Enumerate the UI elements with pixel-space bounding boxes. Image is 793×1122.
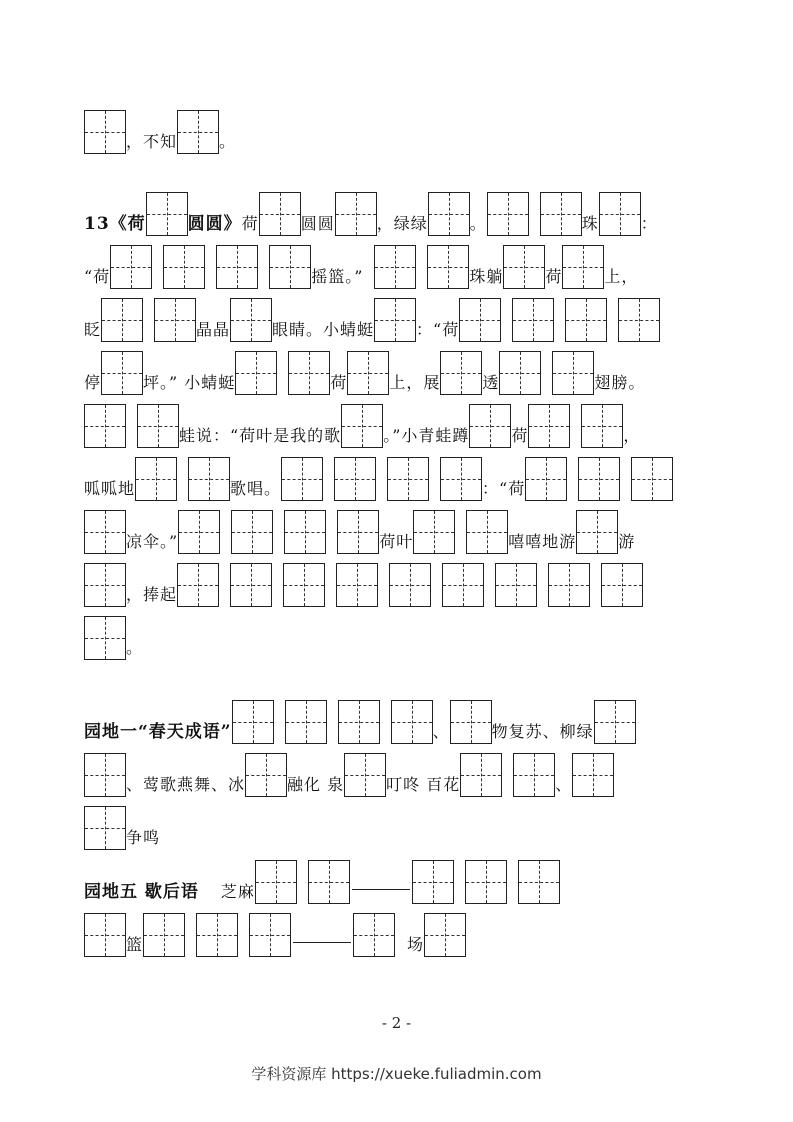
lesson13-row-1 — [84, 190, 658, 236]
writing-box[interactable] — [466, 510, 508, 554]
writing-box[interactable] — [389, 563, 431, 607]
writing-box[interactable] — [281, 457, 323, 501]
writing-box[interactable] — [469, 404, 511, 448]
writing-box[interactable] — [259, 192, 301, 236]
text: ，绿绿 — [376, 214, 428, 233]
garden1-row-1 — [84, 698, 636, 744]
writing-box[interactable] — [84, 806, 126, 850]
writing-box[interactable] — [337, 510, 379, 554]
writing-box[interactable] — [84, 913, 126, 957]
writing-box[interactable] — [146, 192, 188, 236]
text: 摇篮。” — [311, 267, 364, 286]
writing-box[interactable] — [308, 860, 350, 904]
garden5-row-2 — [84, 911, 466, 957]
text: 珠 — [581, 214, 599, 233]
text: 、 — [555, 775, 573, 794]
text: 珠躺 — [469, 267, 504, 286]
text: “荷 — [84, 267, 111, 286]
writing-box[interactable] — [374, 245, 416, 289]
lesson13-title: 13《荷 — [84, 214, 146, 234]
text: 嘻嘻地游 — [508, 532, 577, 551]
writing-box[interactable] — [618, 298, 660, 342]
writing-box[interactable] — [137, 404, 179, 448]
writing-box[interactable] — [338, 700, 380, 744]
writing-box[interactable] — [283, 563, 325, 607]
text: 荷 — [330, 373, 348, 392]
writing-box[interactable] — [154, 298, 196, 342]
writing-box[interactable] — [576, 510, 618, 554]
text: 融化 泉 — [287, 775, 345, 794]
text: ，不知 — [126, 132, 178, 151]
writing-box[interactable] — [232, 700, 274, 744]
writing-box[interactable] — [528, 404, 570, 448]
writing-box[interactable] — [288, 351, 330, 395]
garden1-row-3 — [84, 804, 160, 850]
lesson13-row-5 — [84, 402, 640, 448]
lesson13-row-9 — [84, 614, 143, 660]
text: 呱呱地 — [84, 479, 136, 498]
writing-box[interactable] — [374, 298, 416, 342]
line-1 — [84, 108, 236, 154]
writing-box[interactable] — [450, 700, 492, 744]
writing-box[interactable] — [84, 753, 126, 797]
text: 荷 — [545, 267, 563, 286]
writing-box[interactable] — [552, 351, 594, 395]
writing-box[interactable] — [177, 563, 219, 607]
writing-box[interactable] — [424, 913, 466, 957]
writing-box[interactable] — [284, 510, 326, 554]
writing-box[interactable] — [391, 700, 433, 744]
writing-box[interactable] — [459, 298, 501, 342]
text: 荷 — [511, 426, 529, 445]
writing-box[interactable] — [230, 563, 272, 607]
writing-box[interactable] — [188, 457, 230, 501]
writing-box[interactable] — [101, 351, 143, 395]
writing-box[interactable] — [231, 510, 273, 554]
lesson13-row-7 — [84, 508, 635, 554]
text: ：“荷 — [416, 320, 460, 339]
writing-box[interactable] — [177, 110, 219, 154]
text: ，捧起 — [126, 585, 178, 604]
lesson13-row-2 — [84, 243, 638, 289]
writing-box[interactable] — [499, 351, 541, 395]
writing-box[interactable] — [143, 913, 185, 957]
footer-watermark: 学科资源库 https://xueke.fuliadmin.com — [251, 1065, 542, 1083]
text: 翅膀。 — [594, 373, 646, 392]
writing-box[interactable] — [84, 510, 126, 554]
garden5-title: 园地五 歇后语 — [84, 882, 199, 902]
writing-box[interactable] — [460, 753, 502, 797]
writing-box[interactable] — [428, 192, 470, 236]
text: 晶晶 — [196, 320, 231, 339]
text: 游 — [618, 532, 636, 551]
writing-box[interactable] — [196, 913, 238, 957]
writing-box[interactable] — [487, 192, 529, 236]
writing-box[interactable] — [601, 563, 643, 607]
text: 凉伞。” — [126, 532, 179, 551]
dash-connector — [293, 942, 351, 943]
writing-box[interactable] — [230, 298, 272, 342]
text: 坪。” 小蜻蜓 — [143, 373, 236, 392]
writing-box[interactable] — [440, 351, 482, 395]
text: 眼睛。小蜻蜓 — [272, 320, 375, 339]
text: 透 — [482, 373, 500, 392]
text: 。 — [469, 214, 487, 233]
writing-box[interactable] — [101, 298, 143, 342]
writing-box[interactable] — [387, 457, 429, 501]
text: 篮 — [126, 935, 144, 954]
text: 、莺歌燕舞、冰 — [126, 775, 246, 794]
text: 上，展 — [389, 373, 441, 392]
writing-box[interactable] — [84, 110, 126, 154]
text: 蛙说：“荷叶是我的歌 — [179, 426, 342, 445]
writing-box[interactable] — [572, 753, 614, 797]
lesson13-row-6 — [84, 455, 673, 501]
writing-box[interactable] — [440, 457, 482, 501]
writing-box[interactable] — [578, 457, 620, 501]
text: ： — [640, 214, 658, 233]
text: 。 — [126, 638, 144, 657]
text: 荷 — [241, 214, 259, 233]
writing-box[interactable] — [249, 913, 291, 957]
writing-box[interactable] — [427, 245, 469, 289]
writing-box[interactable] — [344, 753, 386, 797]
writing-box[interactable] — [255, 860, 297, 904]
writing-box[interactable] — [245, 753, 287, 797]
writing-box[interactable] — [269, 245, 311, 289]
writing-box[interactable] — [631, 457, 673, 501]
writing-box[interactable] — [341, 404, 383, 448]
text: 荷叶 — [379, 532, 414, 551]
writing-box[interactable] — [285, 700, 327, 744]
writing-box[interactable] — [594, 700, 636, 744]
text: 芝麻 — [220, 882, 255, 901]
text: 上， — [604, 267, 639, 286]
writing-box[interactable] — [163, 245, 205, 289]
writing-box[interactable] — [562, 245, 604, 289]
writing-box[interactable] — [548, 563, 590, 607]
writing-box[interactable] — [347, 351, 389, 395]
text: 圆圆 — [300, 214, 335, 233]
writing-box[interactable] — [503, 245, 545, 289]
text: 争鸣 — [126, 828, 161, 847]
writing-box[interactable] — [412, 860, 454, 904]
writing-box[interactable] — [216, 245, 258, 289]
garden1-row-2 — [84, 751, 614, 797]
writing-box[interactable] — [442, 563, 484, 607]
writing-box[interactable] — [84, 404, 126, 448]
text: ， — [623, 426, 641, 445]
lesson13-row-4 — [84, 349, 645, 395]
text: 。”小青蛙蹲 — [383, 426, 470, 445]
writing-box[interactable] — [334, 457, 376, 501]
writing-box[interactable] — [518, 860, 560, 904]
text: 眨 — [84, 320, 102, 339]
text: 。 — [219, 132, 237, 151]
garden1-title: 园地一“春天成语” — [84, 722, 232, 742]
text: 、 — [432, 722, 450, 741]
text: 场 — [407, 935, 425, 954]
page-number: - 2 - — [381, 1014, 412, 1032]
text: ：“荷 — [482, 479, 526, 498]
writing-box[interactable] — [540, 192, 582, 236]
writing-box[interactable] — [135, 457, 177, 501]
writing-box[interactable] — [565, 298, 607, 342]
writing-box[interactable] — [599, 192, 641, 236]
writing-box[interactable] — [525, 457, 567, 501]
lesson13-row-8 — [84, 561, 643, 607]
writing-box[interactable] — [353, 913, 395, 957]
lesson13-row-3 — [84, 296, 660, 342]
writing-box[interactable] — [84, 563, 126, 607]
writing-box[interactable] — [335, 192, 377, 236]
writing-box[interactable] — [513, 753, 555, 797]
writing-box[interactable] — [336, 563, 378, 607]
text: 歌唱。 — [230, 479, 282, 498]
writing-box[interactable] — [235, 351, 277, 395]
writing-box[interactable] — [84, 616, 126, 660]
text: 叮咚 百花 — [386, 775, 461, 794]
writing-box[interactable] — [495, 563, 537, 607]
writing-box[interactable] — [465, 860, 507, 904]
lesson13-title-end: 圆圆》 — [187, 214, 242, 234]
text: 停 — [84, 373, 102, 392]
writing-box[interactable] — [413, 510, 455, 554]
writing-box[interactable] — [512, 298, 554, 342]
writing-box[interactable] — [178, 510, 220, 554]
garden5-row-1 — [84, 858, 560, 904]
dash-connector — [352, 889, 410, 890]
writing-box[interactable] — [110, 245, 152, 289]
writing-box[interactable] — [581, 404, 623, 448]
text: 物复苏、柳绿 — [491, 722, 594, 741]
